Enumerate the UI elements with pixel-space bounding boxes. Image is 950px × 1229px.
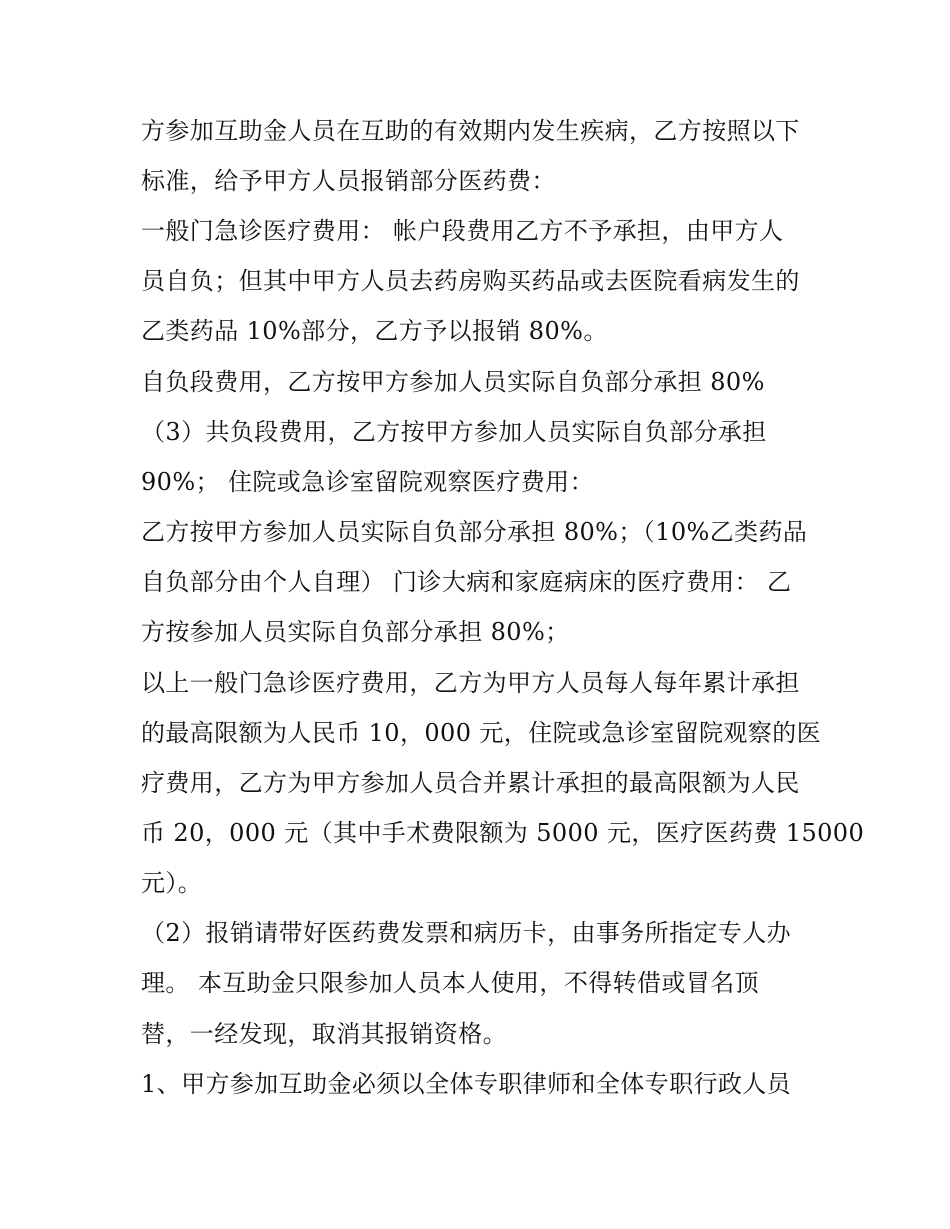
text-line: 元）。 bbox=[141, 869, 203, 897]
text-line: 标准，给予甲方人员报销部分医药费： bbox=[141, 167, 556, 195]
text-line: （3）共负段费用，乙方按甲方参加人员实际自负部分承担 bbox=[141, 418, 767, 446]
text-line: 一般门急诊医疗费用： 帐户段费用乙方不予承担，由甲方人 bbox=[141, 217, 784, 245]
text-line: 以上一般门急诊医疗费用，乙方为甲方人员每人每年累计承担 bbox=[141, 669, 800, 697]
text-line: 90%； 住院或急诊室留院观察医疗费用： bbox=[141, 468, 594, 496]
text-line: 乙方按甲方参加人员实际自负部分承担 80%；（10%乙类药品 bbox=[141, 518, 808, 546]
text-line: 方参加互助金人员在互助的有效期内发生疾病，乙方按照以下 bbox=[141, 117, 800, 145]
text-line: 替，一经发现，取消其报销资格。 bbox=[141, 1020, 507, 1048]
text-line: （2）报销请带好医药费发票和病历卡，由事务所指定专人办 bbox=[141, 919, 792, 947]
text-line: 的最高限额为人民币 10，000 元，住院或急诊室留院观察的医 bbox=[141, 719, 822, 747]
text-line: 员自负；但其中甲方人员去药房购买药品或去医院看病发生的 bbox=[141, 267, 800, 295]
text-line: 自负段费用，乙方按甲方参加人员实际自负部分承担 80% bbox=[141, 368, 765, 396]
text-line: 1、甲方参加互助金必须以全体专职律师和全体专职行政人员 bbox=[141, 1070, 792, 1098]
text-line: 币 20，000 元（其中手术费限额为 5000 元，医疗医药费 15000 bbox=[141, 819, 865, 847]
text-line: 乙类药品 10%部分，乙方予以报销 80%。 bbox=[141, 317, 608, 345]
text-line: 自负部分由个人自理） 门诊大病和家庭病床的医疗费用： 乙 bbox=[141, 568, 792, 596]
text-line: 理。 本互助金只限参加人员本人使用，不得转借或冒名顶 bbox=[141, 969, 760, 997]
text-line: 方按参加人员实际自负部分承担 80%； bbox=[141, 618, 570, 646]
text-line: 疗费用，乙方为甲方参加人员合并累计承担的最高限额为人民 bbox=[141, 769, 800, 797]
